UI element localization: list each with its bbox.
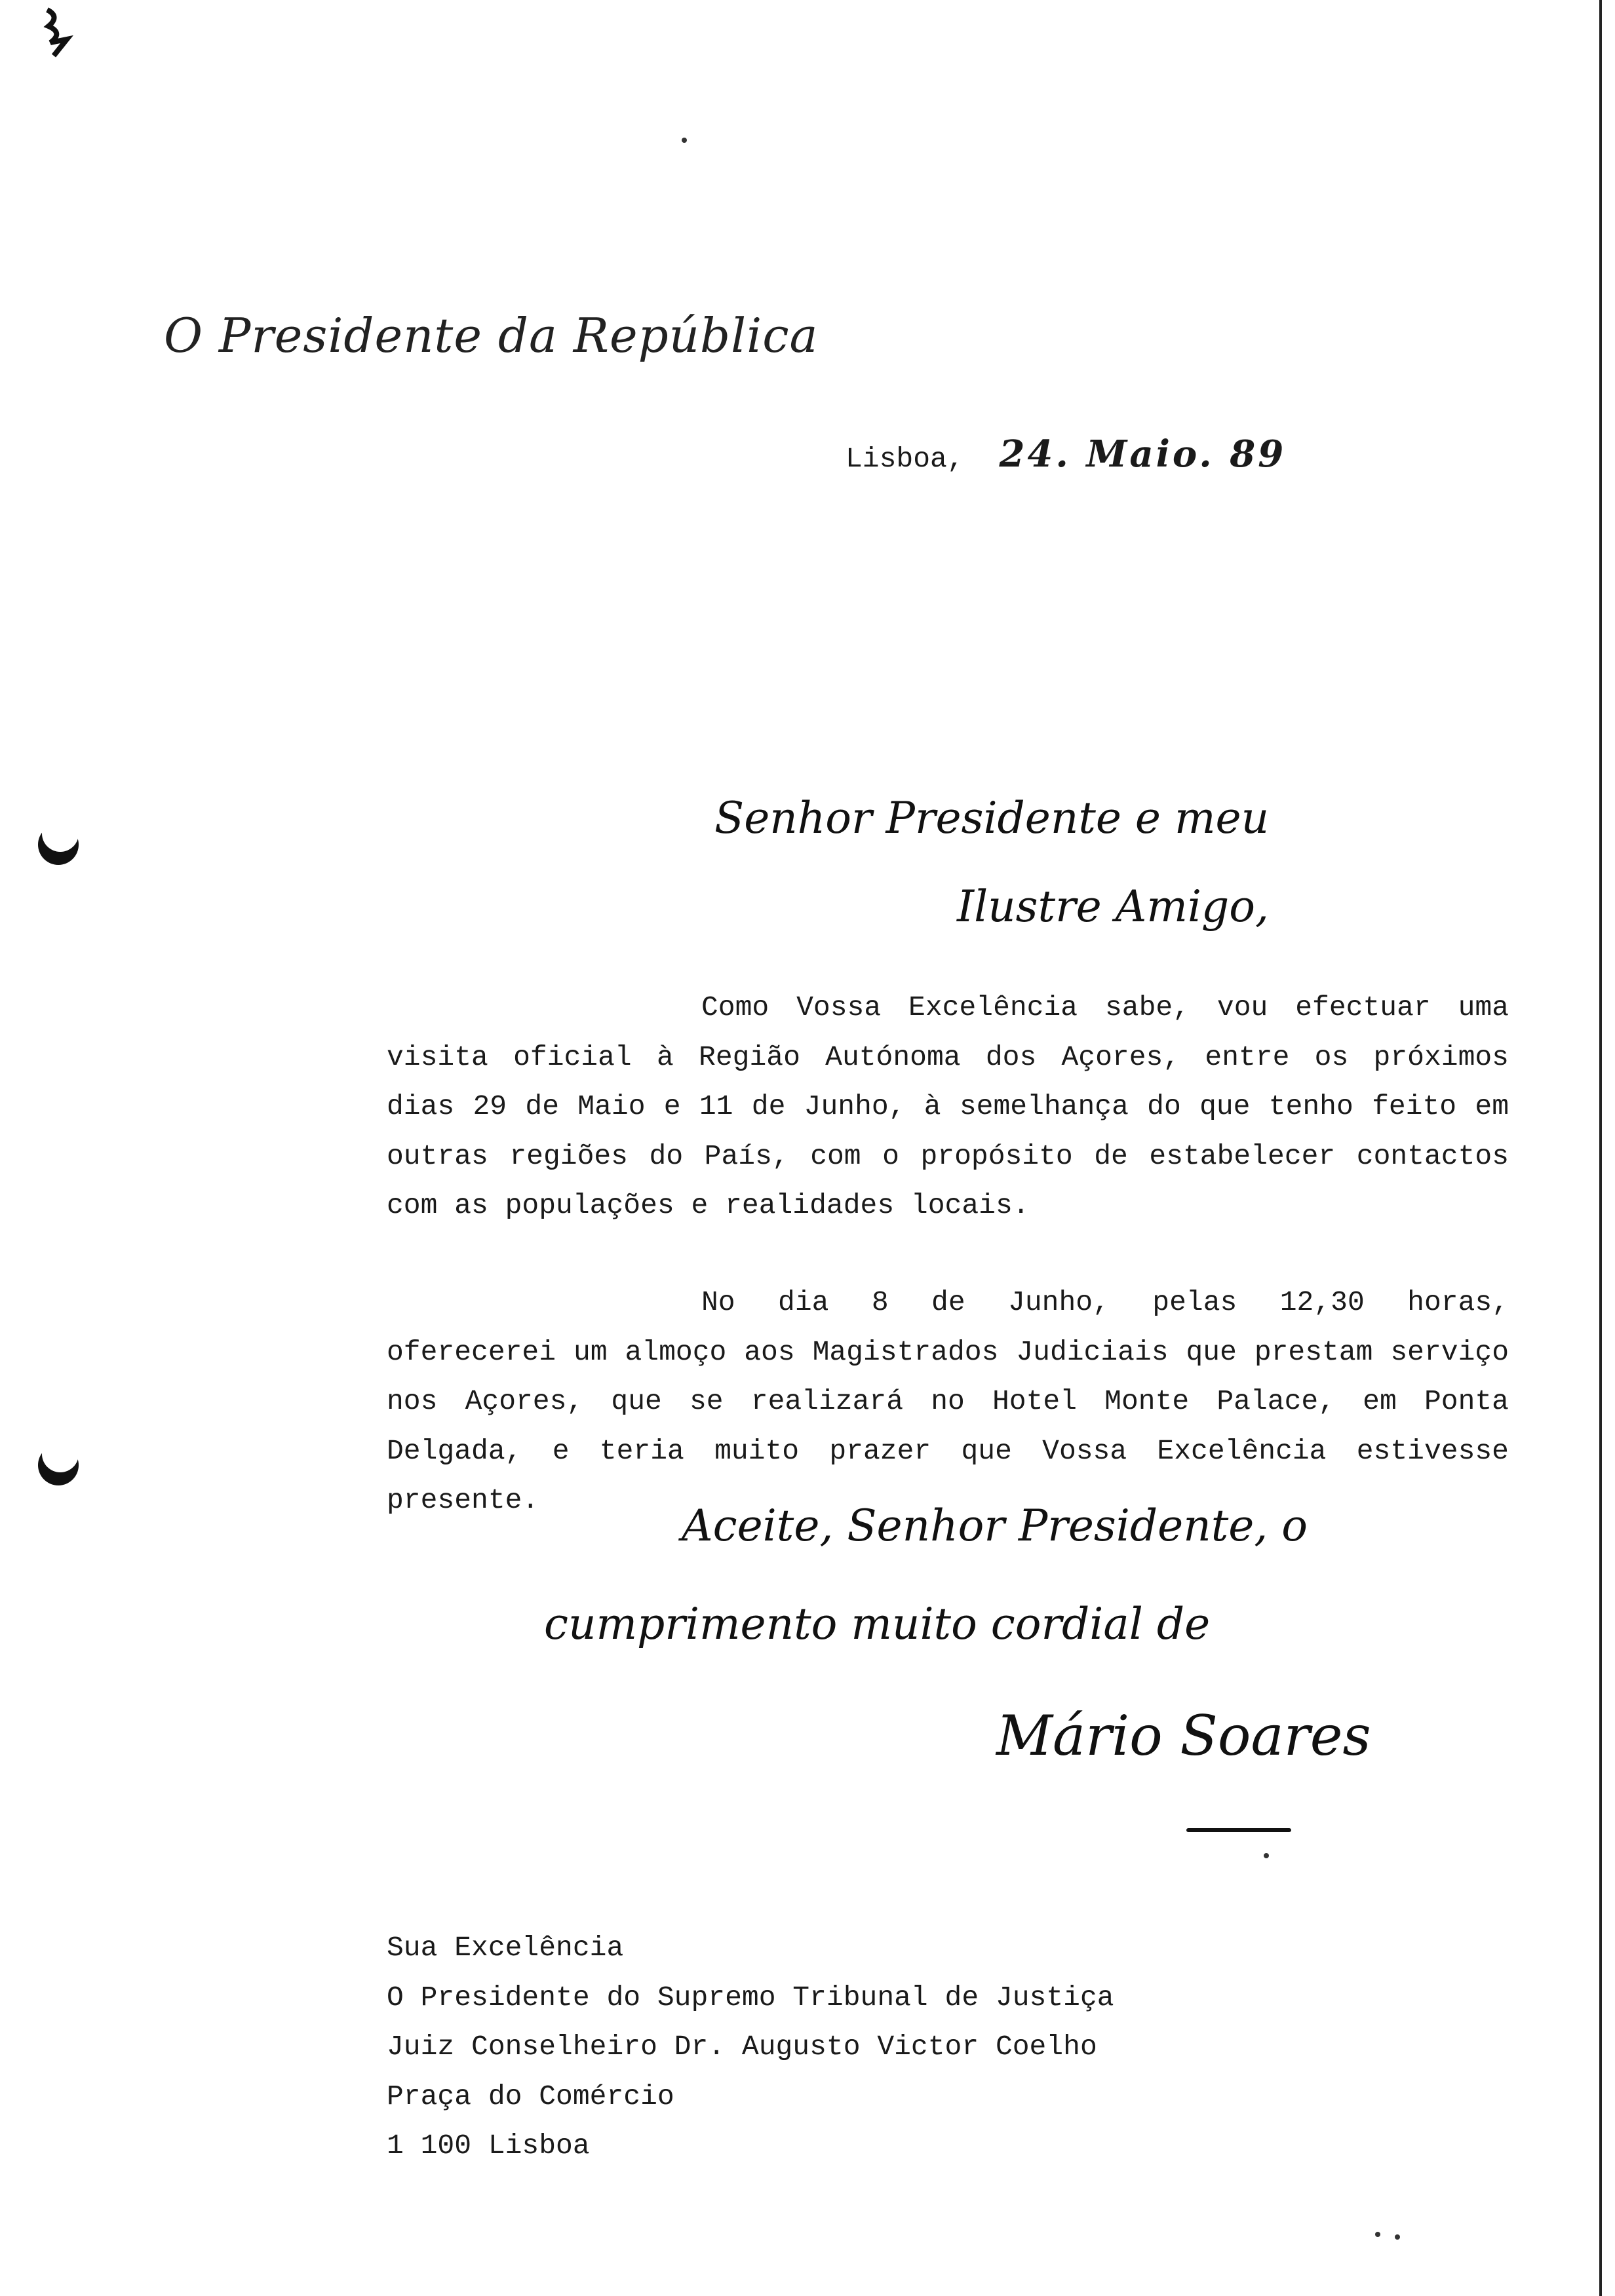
- date-location: Lisboa,: [846, 443, 964, 475]
- address-line: 1 100 Lisboa: [387, 2130, 590, 2162]
- address-line: Juiz Conselheiro Dr. Augusto Victor Coelho: [387, 2031, 1097, 2063]
- body-paragraph-2: [387, 1278, 1509, 1525]
- address-line: O Presidente do Supremo Tribunal de Justiça: [387, 1981, 1114, 2014]
- page-edge-line: [1599, 0, 1602, 2296]
- recipient-address: [387, 1923, 1114, 2171]
- dateline: [846, 432, 1286, 476]
- letterhead-title: O Presidente da República: [164, 308, 819, 363]
- scan-speck: [1395, 2234, 1400, 2240]
- closing-line-2: cumprimento muito cordial de: [544, 1599, 1211, 1649]
- scan-speck: [1375, 2232, 1380, 2237]
- address-line: Sua Excelência: [387, 1932, 624, 1964]
- paragraph-text: Como Vossa Excelência sabe, vou efectuar uma visita oficial à Região Autónoma dos Açores, entre os próximos dias 29 de Maio e 11 de Junho, à semelhança do que tenho feito em outras regiões do País, com o propósito de estabelecer contactos com as populações e realidades locais.: [387, 991, 1509, 1221]
- date-handwritten: 24. Maio. 89: [999, 432, 1287, 476]
- address-line: Praça do Comércio: [387, 2080, 674, 2113]
- signature: Mário Soares: [996, 1704, 1371, 1768]
- paragraph-text: No dia 8 de Junho, pelas 12,30 horas, oferecerei um almoço aos Magistrados Judiciais que prestam serviço nos Açores, que se realizará no Hotel Monte Palace, em Ponta Delgada, e teria muito prazer que Vossa Excelência estivesse presente.: [387, 1286, 1509, 1516]
- corner-stamp-mark: [41, 7, 80, 59]
- signature-underline: [1186, 1828, 1291, 1832]
- scan-speck: [1264, 1853, 1269, 1858]
- scan-speck: [682, 138, 687, 143]
- punch-hole-top: [38, 824, 79, 865]
- punch-hole-bottom: [38, 1445, 79, 1485]
- body-paragraph-1: [387, 983, 1509, 1231]
- salutation-line-2: Ilustre Amigo,: [957, 881, 1269, 932]
- closing-line-1: Aceite, Senhor Presidente, o: [682, 1501, 1308, 1551]
- salutation-line-1: Senhor Presidente e meu: [714, 793, 1270, 843]
